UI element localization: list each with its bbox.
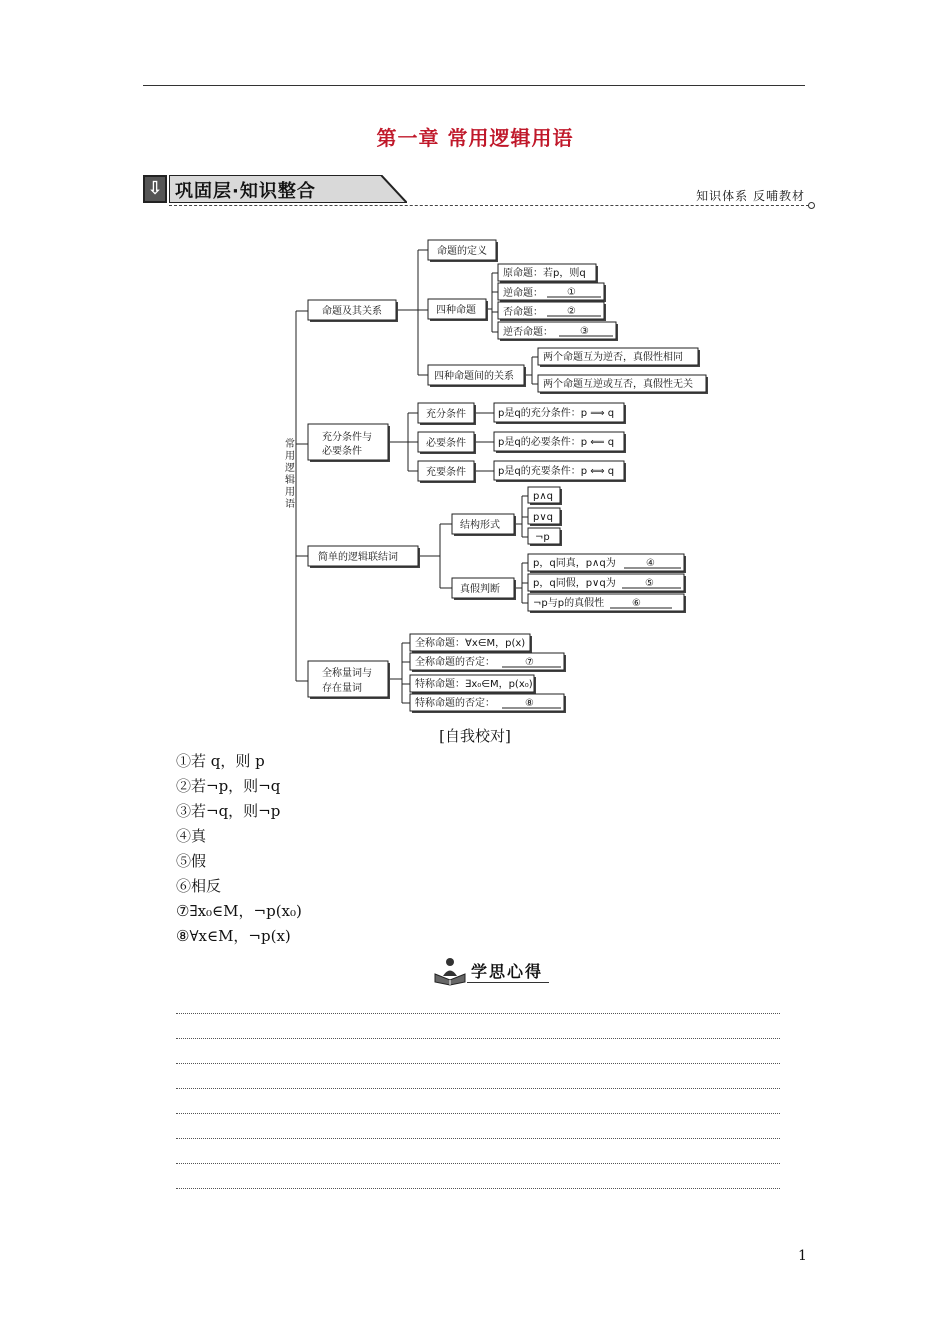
blank-2: ② xyxy=(567,306,576,317)
root-char: 用 xyxy=(285,487,295,498)
node-universal-neg-label: 全称命题的否定： xyxy=(415,657,495,668)
note-line xyxy=(176,1063,780,1064)
blank-4: ④ xyxy=(646,558,655,569)
note-line xyxy=(176,1013,780,1014)
node-necessary-desc-label: p是q的必要条件：p ⟸ q xyxy=(498,437,615,448)
section-subtitle: 知识体系 反哺教材 xyxy=(696,189,805,203)
node-connectives-label: 简单的逻辑联结词 xyxy=(318,552,398,563)
root-char: 语 xyxy=(285,499,295,510)
node-structure-label: 结构形式 xyxy=(460,520,500,531)
node-both-label: 充要条件 xyxy=(426,467,466,478)
answer-list xyxy=(176,751,302,951)
answer-item: ⑤假 xyxy=(176,852,207,870)
page-number: 1 xyxy=(798,1248,807,1264)
answer-item: ②若¬p，则¬q xyxy=(176,777,281,795)
root-char: 逻 xyxy=(285,463,295,474)
answer-item: ⑧∀x∈M，¬p(x) xyxy=(176,927,291,945)
node-truth-label: 真假判断 xyxy=(460,584,500,595)
node-definition-label: 命题的定义 xyxy=(437,246,487,257)
node-quantifiers-label-2: 存在量词 xyxy=(322,683,362,694)
node-relation-label: 四种命题间的关系 xyxy=(434,371,514,382)
node-converse-label: 逆命题： xyxy=(503,288,543,299)
note-line xyxy=(176,1188,780,1189)
answer-item: ⑦∃x₀∈M，¬p(x₀) xyxy=(176,902,302,920)
node-truth-1-label: p，q同真，p∧q为 xyxy=(533,558,616,569)
node-existential-neg-label: 特称命题的否定： xyxy=(415,698,495,709)
node-sufficient-desc-label: p是q的充分条件：p ⟹ q xyxy=(498,408,615,419)
root-char: 常 xyxy=(285,439,295,450)
root-char: 辑 xyxy=(285,475,295,486)
reflection-title: 学思心得 xyxy=(471,962,544,981)
chapter-title: 第一章 常用逻辑用语 xyxy=(376,126,574,150)
node-quantifiers-label-1: 全称量词与 xyxy=(322,668,372,679)
reading-person-icon xyxy=(433,956,467,986)
self-check-title: [自我校对] xyxy=(439,727,511,745)
blank-6: ⑥ xyxy=(632,598,641,609)
node-relation-2-label: 两个命题互逆或互否，真假性无关 xyxy=(543,379,693,390)
note-line xyxy=(176,1088,780,1089)
node-not-form-label: ¬p xyxy=(535,532,550,543)
note-line xyxy=(176,1163,780,1164)
answer-item: ⑥相反 xyxy=(176,877,222,895)
answer-item: ④真 xyxy=(176,827,207,845)
node-conditions-label-2: 必要条件 xyxy=(322,446,362,457)
answer-item: ③若¬q，则¬p xyxy=(176,802,281,820)
note-line xyxy=(176,1038,780,1039)
node-truth-3-label: ¬p与p的真假性 xyxy=(533,598,605,609)
node-necessary-label: 必要条件 xyxy=(426,438,466,449)
root-char: 用 xyxy=(285,451,295,462)
blank-1: ① xyxy=(567,287,576,298)
node-four-kinds-label: 四种命题 xyxy=(436,305,476,316)
node-both-desc-label: p是q的充要条件：p ⟺ q xyxy=(498,466,615,477)
reflection-heading xyxy=(433,956,551,986)
node-universal-label: 全称命题：∀x∈M，p(x) xyxy=(415,638,526,649)
note-line xyxy=(176,1113,780,1114)
node-existential-label: 特称命题：∃x₀∈M，p(x₀) xyxy=(415,679,533,690)
node-original-label: 原命题：若p，则q xyxy=(503,268,586,279)
node-and-form-label: p∧q xyxy=(533,491,554,502)
node-sufficient-label: 充分条件 xyxy=(426,409,466,420)
section-title: 巩固层·知识整合 xyxy=(175,181,316,202)
blank-8: ⑧ xyxy=(525,698,534,709)
reflection-underline xyxy=(467,982,549,983)
node-proposition-label: 命题及其关系 xyxy=(322,306,382,317)
note-line xyxy=(176,1138,780,1139)
node-relation-1-label: 两个命题互为逆否，真假性相同 xyxy=(543,352,683,363)
node-conditions-label-1: 充分条件与 xyxy=(322,432,372,443)
blank-5: ⑤ xyxy=(645,578,654,589)
node-contrapositive-label: 逆否命题： xyxy=(503,327,553,338)
answer-item: ①若 q，则 p xyxy=(176,752,265,770)
node-or-form-label: p∨q xyxy=(533,512,554,523)
node-inverse-label: 否命题： xyxy=(503,307,543,318)
blank-7: ⑦ xyxy=(525,657,534,668)
blank-3: ③ xyxy=(580,326,589,337)
root-label xyxy=(285,437,295,510)
node-truth-2-label: p，q同假，p∨q为 xyxy=(533,578,616,589)
down-arrow-icon: ⇩ xyxy=(143,175,167,203)
